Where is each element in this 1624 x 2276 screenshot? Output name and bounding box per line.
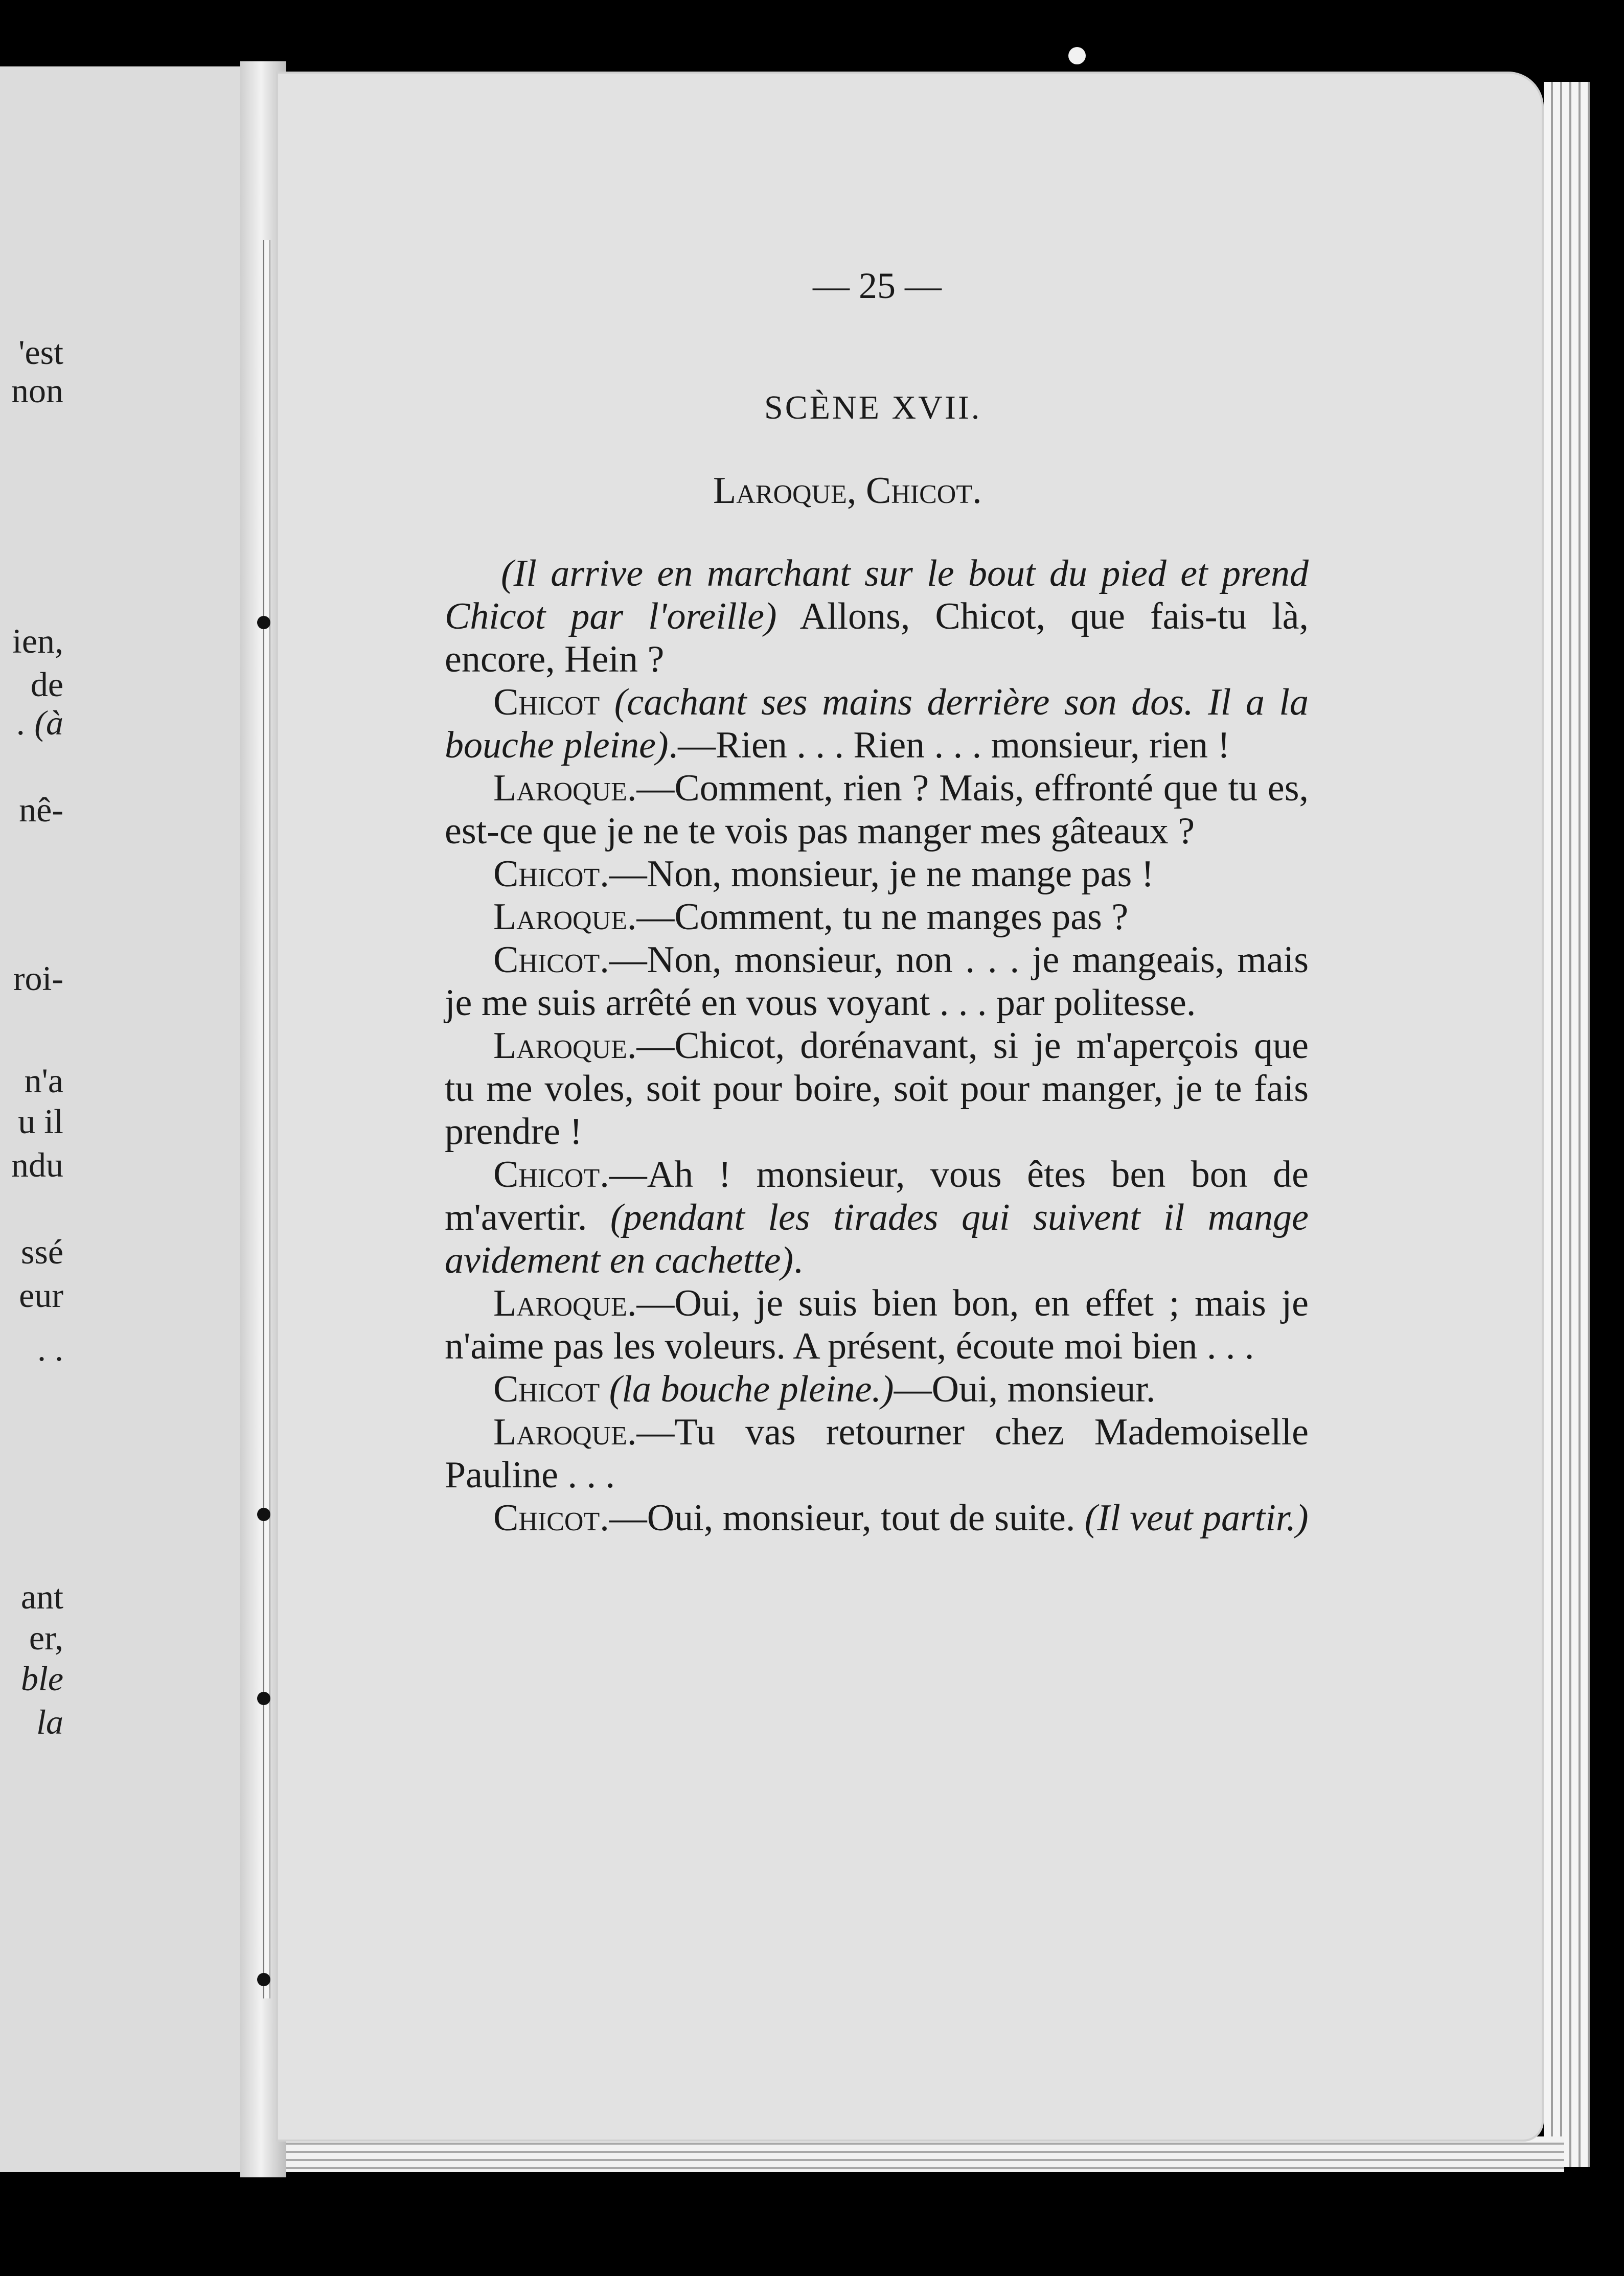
dialogue-line: —Oui, monsieur. xyxy=(894,1368,1156,1410)
dialogue-paragraph xyxy=(445,938,1309,1024)
dialogue-paragraph xyxy=(445,1497,1309,1539)
speaker-name: Laroque. xyxy=(493,1282,637,1324)
left-page-fragment: la xyxy=(36,1703,63,1741)
dialogue-line: —Tu vas retourner chez Mademoiselle Pauline . . . xyxy=(445,1411,1309,1496)
scene-characters: Laroque, Chicot. xyxy=(713,470,982,512)
binding-stitch xyxy=(263,240,270,1998)
dialogue-line: .—Rien . . . Rien . . . monsieur, rien ! xyxy=(668,724,1230,766)
stitch-knot xyxy=(257,1973,270,1986)
stitch-knot xyxy=(257,1692,270,1705)
dialogue-paragraph xyxy=(445,552,1309,681)
left-page-fragment: roi- xyxy=(13,959,63,998)
dialogue-line: —Non, monsieur, non . . . je mangeais, mais je me suis arrêté en vous voyant . . . par politesse. xyxy=(445,939,1309,1024)
left-page-fragment: nê- xyxy=(19,790,63,829)
speaker-name: Chicot xyxy=(493,1368,600,1410)
dialogue-paragraph xyxy=(445,1153,1309,1282)
left-page-fragment: eur xyxy=(19,1276,63,1315)
left-page-fragment: ant xyxy=(20,1577,63,1616)
dust-speck xyxy=(1068,47,1086,64)
speaker-name: Chicot xyxy=(493,681,600,723)
page-stack-bottom-edge xyxy=(286,2136,1564,2172)
dialogue-line: —Oui, monsieur, tout de suite. xyxy=(609,1497,1085,1539)
stitch-knot xyxy=(257,1508,270,1521)
left-page-fragment: . (à xyxy=(17,703,63,742)
left-page-fragment: . . xyxy=(37,1329,63,1368)
left-page-fragment: non xyxy=(11,371,63,410)
stage-direction: (cachant ses mains derrière son dos. Il a la bouche pleine) xyxy=(445,681,1309,766)
stage-direction: (la bouche pleine.) xyxy=(600,1368,894,1410)
speaker-name: Laroque. xyxy=(493,896,637,938)
dialogue-line: —Chicot, dorénavant, si je m'aperçois que tu me voles, soit pour boire, soit pour manger, je te fais prendre ! xyxy=(445,1025,1309,1153)
stage-direction: (pendant les tirades qui suivent il mange avidement en cachette) xyxy=(445,1197,1309,1281)
left-page-fragment: ndu xyxy=(11,1145,63,1184)
dialogue-line: —Non, monsieur, je ne mange pas ! xyxy=(609,853,1154,895)
speaker-name: Chicot. xyxy=(493,1154,609,1196)
left-page-fragment: n'a xyxy=(24,1061,63,1100)
page-number: — 25 — xyxy=(813,265,942,306)
dialogue-paragraph xyxy=(445,1282,1309,1368)
dialogue-text xyxy=(445,552,1309,1539)
dialogue-paragraph xyxy=(445,767,1309,853)
dialogue-paragraph xyxy=(445,853,1309,895)
speaker-name: Laroque. xyxy=(493,1025,637,1067)
dialogue-paragraph xyxy=(445,895,1309,938)
dialogue-paragraph xyxy=(445,681,1309,767)
dialogue-paragraph xyxy=(445,1368,1309,1411)
dialogue-line: —Ah ! monsieur, vous êtes ben bon de m'avertir. xyxy=(445,1154,1309,1238)
dialogue-line: Allons, Chicot, que fais-tu là, encore, Hein ? xyxy=(445,595,1309,680)
left-page-fragment: de xyxy=(30,665,63,704)
left-page-fragment: ble xyxy=(20,1659,63,1698)
dialogue-paragraph xyxy=(445,1411,1309,1497)
page-stack-edge xyxy=(1544,82,1590,2167)
scene-title: SCÈNE XVII. xyxy=(764,389,982,426)
speaker-name: Chicot. xyxy=(493,1497,609,1539)
dialogue-line: —Comment, rien ? Mais, effronté que tu es, est-ce que je ne te vois pas manger mes gâteaux ? xyxy=(445,767,1309,852)
dialogue-paragraph xyxy=(445,1024,1309,1153)
speaker-name: Laroque. xyxy=(493,767,637,809)
dialogue-line: —Oui, je suis bien bon, en effet ; mais je n'aime pas les voleurs. A présent, écoute moi bien . . . xyxy=(445,1282,1309,1367)
stage-direction: (Il veut partir.) xyxy=(1084,1497,1309,1539)
left-page-fragment: u il xyxy=(18,1102,63,1141)
stitch-knot xyxy=(257,616,270,629)
left-page-fragment: ssé xyxy=(20,1232,63,1271)
left-page-fragment: 'est xyxy=(18,333,63,372)
dialogue-line: . xyxy=(793,1239,803,1281)
stage-direction: (Il arrive en marchant sur le bout du pied et prend Chicot par l'oreille) xyxy=(445,553,1309,637)
left-page-fragment: er, xyxy=(29,1618,63,1657)
dialogue-line: —Comment, tu ne manges pas ? xyxy=(636,896,1129,938)
left-page xyxy=(0,66,266,2172)
speaker-name: Chicot. xyxy=(493,939,609,981)
speaker-name: Chicot. xyxy=(493,853,609,895)
left-page-fragment: ien, xyxy=(12,622,63,660)
speaker-name: Laroque. xyxy=(493,1411,637,1453)
